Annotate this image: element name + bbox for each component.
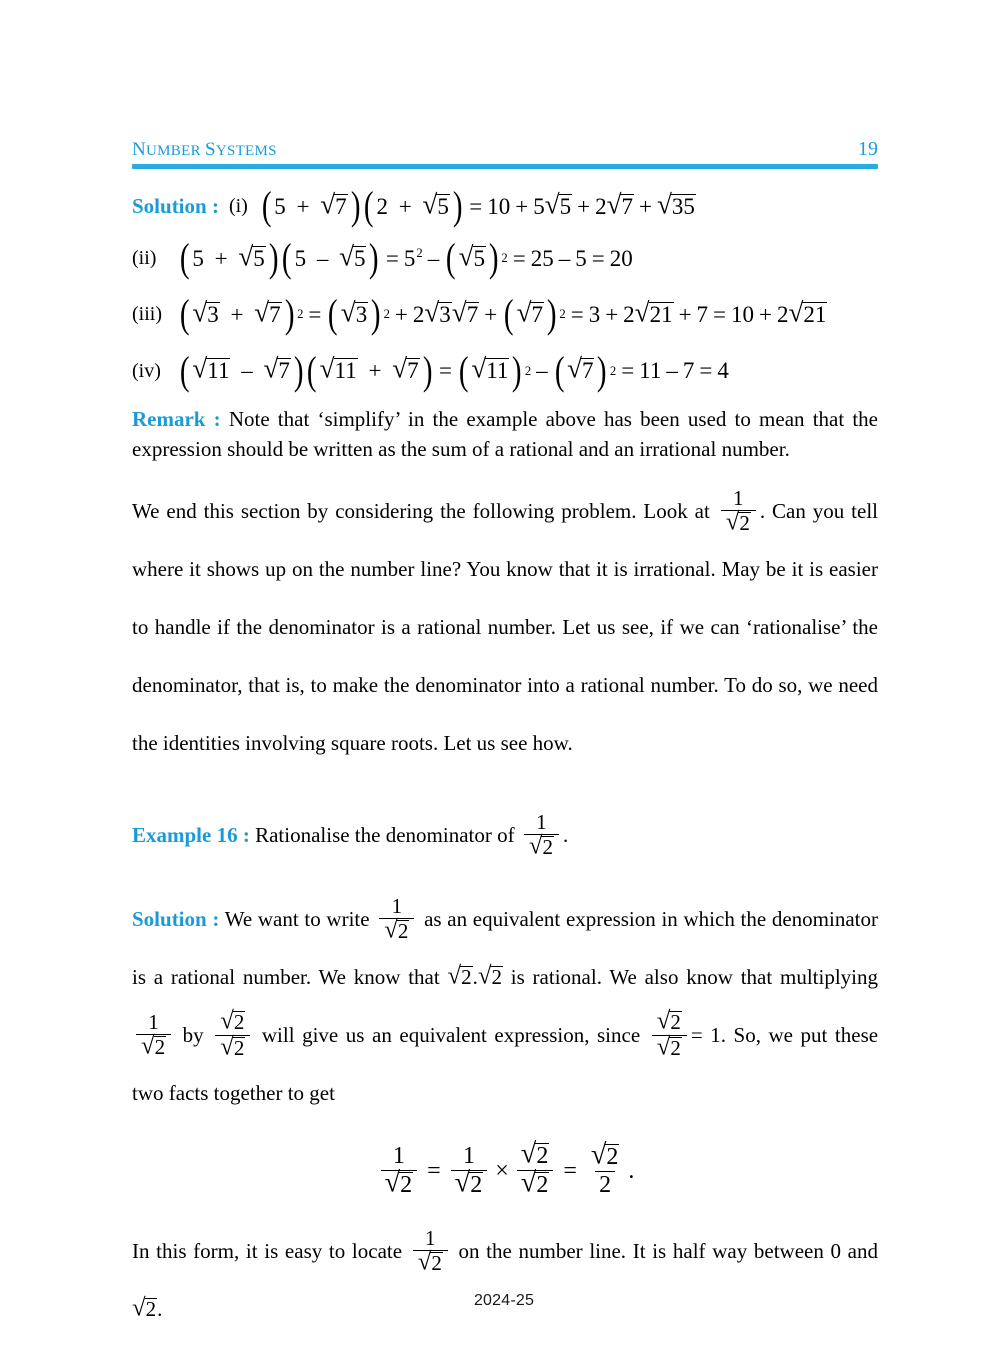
closing-paragraph bbox=[132, 1222, 878, 1338]
sol-f2-denominator: √ 2 bbox=[136, 1034, 171, 1058]
expr-iv-r1: 11 bbox=[639, 358, 662, 384]
sqrt-i-r3: √ 5 bbox=[544, 189, 572, 220]
closing-segment-2: on the number line. It is half way between 0 and bbox=[458, 1238, 878, 1263]
sqrt-iv-b2: √ 7 bbox=[392, 353, 419, 384]
expr-ii-r1: 25 bbox=[530, 245, 554, 271]
sqrt-iii-a2: √ 7 bbox=[254, 297, 281, 328]
expr-ii-r2: 5 bbox=[575, 245, 587, 271]
display-period: . bbox=[628, 1158, 635, 1185]
expr-iv-factor-2: ( √ 11 + √ 7 ) bbox=[307, 347, 433, 393]
example-question-after: . bbox=[562, 822, 569, 847]
sqrt-i-r5: √ 7 bbox=[606, 189, 633, 220]
sqrt-i-b2: √ 5 bbox=[422, 189, 449, 220]
expr-iii-c1: 2 bbox=[412, 301, 425, 327]
chapter-title-initial-n: N bbox=[132, 139, 147, 160]
expr-i-factor-1: ( 5 + √ 7 ) bbox=[261, 183, 361, 228]
sqrt-ii-b2: √ 5 bbox=[339, 241, 366, 272]
sol-segment-6: = 1. So, we put these two facts together to get bbox=[132, 1023, 879, 1106]
sqrt-iv-b1: √ 11 bbox=[319, 353, 357, 384]
closing-segment-3: . bbox=[157, 1296, 163, 1321]
example-label: Example 16 : bbox=[132, 822, 250, 847]
sqrt-iv-a1: √ 11 bbox=[192, 353, 230, 384]
expr-iv-r2: 7 bbox=[682, 358, 695, 384]
display-m2-numerator: √ 2 bbox=[520, 1138, 549, 1170]
sol-dot: . bbox=[472, 965, 478, 990]
display-lhs-fraction bbox=[381, 1144, 418, 1198]
display-equation bbox=[132, 1138, 878, 1199]
sol-f1-denominator: √ 2 bbox=[379, 918, 414, 942]
display-equals-2: = bbox=[563, 1158, 577, 1185]
expr-ii-factor-2: ( 5 – √ 5 ) bbox=[282, 235, 380, 281]
expr-ii-r3: 20 bbox=[609, 245, 633, 271]
expr-iii-r4: 7 bbox=[696, 301, 709, 327]
intro-segment-2: . Can you tell where it shows up on the number line? You know that it is irrational. May be it is easier to handle if the denominator is a rational number. Let us see, if we can ‘rationalise’ the denominator, that is, to make the denominator into a rational number. To do so, we need the identities involving square roots. Let us see how. bbox=[132, 498, 878, 755]
sol-fraction-2 bbox=[136, 1012, 171, 1058]
example-frac-numerator: 1 bbox=[536, 809, 547, 834]
solution-marker-ii: (ii) bbox=[132, 247, 157, 270]
chapter-title-initial-s: S bbox=[204, 139, 216, 160]
sol-segment-2: as an equivalent expression in which the denominator is a rational number. We know that bbox=[132, 907, 879, 990]
chapter-title-rest-2: YSTEMS bbox=[215, 143, 277, 159]
expr-i-r2: 5 bbox=[533, 193, 545, 219]
sqrt-ii-a2: √ 5 bbox=[238, 241, 265, 272]
sqrt-i-r6: √ 35 bbox=[656, 189, 695, 220]
expr-iv-r3: 4 bbox=[717, 358, 729, 384]
solution-marker-i: (i) bbox=[228, 195, 248, 218]
sol-fraction-1 bbox=[379, 896, 414, 942]
expr-iii-sq2: ( √ 7 ) bbox=[504, 291, 557, 337]
display-lhs-numerator: 1 bbox=[392, 1142, 405, 1169]
expr-ii-sq: ( √ 5 ) bbox=[446, 235, 499, 281]
sol-root-2: √ 2 bbox=[477, 962, 502, 990]
solution-line-iv: (iv) ( √ 11 – √ 7 ) ( √ 11 + √ 7 ) = ( √ 11 ) 2 – ( √ 7 ) 2 = 11 – 7 = 4 bbox=[132, 347, 729, 393]
sol-root-1: √ 2 bbox=[447, 962, 472, 990]
display-times: × bbox=[495, 1158, 509, 1185]
sol-f2-numerator: 1 bbox=[148, 1010, 159, 1035]
sol-segment-5: will give us an equivalent expression, since bbox=[261, 1023, 641, 1048]
sqrt-iv-c2: √ 7 bbox=[567, 353, 594, 384]
sol-f4-denominator: √ 2 bbox=[652, 1035, 687, 1059]
sqrt-iii-c2: √ 3 bbox=[424, 297, 451, 328]
expr-iv-sq1: ( √ 11 ) bbox=[458, 347, 522, 393]
running-header bbox=[132, 138, 878, 161]
remark-text: Note that ‘simplify’ in the example above has been used to mean that the expression should be written as the sum of a rational and an irrational number. bbox=[132, 406, 878, 461]
chapter-title-rest-1: UMBER bbox=[146, 143, 201, 159]
expr-iii-sq1: ( √ 3 ) bbox=[328, 291, 381, 337]
example-solution-paragraph bbox=[132, 890, 878, 1122]
sqrt-iii-d1: √ 7 bbox=[516, 297, 543, 328]
expr-ii-b1: 5 bbox=[294, 246, 307, 272]
display-lhs-denominator: √ 2 bbox=[381, 1170, 418, 1198]
sol-f3-numerator: √ 2 bbox=[220, 1007, 245, 1035]
solution-marker-iv: (iv) bbox=[132, 359, 161, 382]
expr-iii-r6: 2 bbox=[777, 301, 789, 327]
inline-fraction-one-over-root-two bbox=[721, 485, 756, 536]
sol-f4-numerator: √ 2 bbox=[656, 1007, 681, 1035]
expr-i-r1: 10 bbox=[487, 193, 511, 219]
display-equals-1: = bbox=[427, 1158, 441, 1185]
expr-iv-sq2: ( √ 7 ) bbox=[554, 347, 607, 393]
sqrt-iv-a2: √ 7 bbox=[263, 353, 290, 384]
display-m1-numerator: 1 bbox=[462, 1142, 475, 1169]
sol-f3-denominator: √ 2 bbox=[215, 1035, 250, 1059]
example-inline-fraction bbox=[524, 809, 559, 860]
solution-line-iii: (iii) ( √ 3 + √ 7 ) 2 = ( √ 3 ) 2 + 2 √ 3 √ 7 + ( √ 7 ) 2 = 3 + 2 √ 21 + 7 = 10 + 2 √ 21 bbox=[132, 291, 827, 337]
sqrt-iv-c1: √ 11 bbox=[471, 353, 509, 384]
example-frac-denominator: √ 2 bbox=[524, 834, 559, 858]
intro-segment-1: We end this section by considering the following problem. Look at bbox=[132, 498, 710, 523]
page-content bbox=[132, 138, 878, 1338]
sol-segment-1: We want to write bbox=[224, 907, 370, 932]
expr-iii-r5: 10 bbox=[731, 301, 755, 327]
sqrt-iii-r3: √ 21 bbox=[634, 297, 673, 328]
closing-segment-1: In this form, it is easy to locate bbox=[132, 1238, 403, 1263]
expr-i-factor-2: ( 2 + √ 5 ) bbox=[363, 183, 463, 228]
display-m2-denominator: √ 2 bbox=[517, 1170, 554, 1198]
closing-frac-numerator: 1 bbox=[425, 1225, 436, 1250]
sqrt-i-a2: √ 7 bbox=[320, 189, 347, 220]
display-m1-fraction bbox=[451, 1144, 488, 1198]
remark-paragraph bbox=[132, 404, 878, 464]
sol-f1-numerator: 1 bbox=[391, 894, 403, 919]
expr-ii-c1: $5^2$ bbox=[403, 245, 423, 271]
display-rhs-numerator: √ 2 bbox=[590, 1139, 619, 1171]
footer-year: 2024-25 bbox=[473, 1292, 535, 1309]
chapter-title bbox=[132, 139, 277, 161]
intro-frac-numerator: 1 bbox=[733, 485, 744, 510]
closing-inline-fraction bbox=[413, 1225, 448, 1276]
closing-frac-denominator: √ 2 bbox=[413, 1250, 448, 1274]
display-rhs-denominator: 2 bbox=[595, 1171, 615, 1198]
page-number: 19 bbox=[858, 138, 878, 160]
expr-iv-factor-1: ( √ 11 – √ 7 ) bbox=[179, 347, 304, 393]
display-rhs-fraction bbox=[587, 1139, 624, 1198]
intro-paragraph bbox=[132, 482, 878, 772]
sqrt-ii-c2: √ 5 bbox=[458, 241, 485, 272]
solution-line-i: Solution : (i) ( 5 + √ 7 ) ( 2 + √ 5 ) = 10 + 5 √ 5 + 2 √ 7 + √ 35 bbox=[132, 183, 695, 228]
expr-ii-a1: 5 bbox=[192, 246, 204, 272]
sol-segment-4: by bbox=[182, 1023, 204, 1048]
solution-marker-iii: (iii) bbox=[132, 303, 162, 326]
expr-ii-factor-1: ( 5 + √ 5 ) bbox=[179, 235, 279, 281]
expr-i-b1: 2 bbox=[376, 193, 388, 219]
solution-label: Solution : bbox=[132, 193, 219, 218]
expr-i-a1: 5 bbox=[274, 193, 286, 219]
expr-iii-base: ( √ 3 + √ 7 ) bbox=[179, 291, 295, 337]
expr-iii-r2: 2 bbox=[623, 301, 635, 327]
example-solution-label: Solution : bbox=[132, 907, 220, 932]
expr-iii-r1: 3 bbox=[588, 301, 601, 327]
example-paragraph bbox=[132, 809, 878, 860]
display-m2-fraction bbox=[517, 1138, 554, 1199]
sol-fraction-4 bbox=[652, 1007, 687, 1061]
sqrt-iii-c3: √ 7 bbox=[451, 297, 479, 328]
sqrt-iii-a1: √ 3 bbox=[192, 297, 219, 328]
example-question-before: Rationalise the denominator of bbox=[255, 822, 515, 847]
sol-segment-3: is rational. We also know that multiplying bbox=[510, 965, 878, 990]
display-m1-denominator: √ 2 bbox=[451, 1170, 488, 1198]
sol-fraction-3 bbox=[215, 1007, 250, 1061]
intro-frac-denominator: √ 2 bbox=[721, 510, 756, 534]
expr-i-r4: 2 bbox=[595, 193, 607, 219]
solution-line-ii: (ii) ( 5 + √ 5 ) ( 5 – √ 5 ) = $5^2$ – ( √ 5 ) 2 = 25 – 5 = 20 bbox=[132, 235, 633, 281]
sqrt-iii-b1: √ 3 bbox=[340, 297, 368, 328]
closing-root: √ 2 bbox=[132, 1294, 157, 1322]
remark-label: Remark : bbox=[132, 406, 221, 431]
sqrt-iii-r7: √ 21 bbox=[788, 297, 827, 328]
